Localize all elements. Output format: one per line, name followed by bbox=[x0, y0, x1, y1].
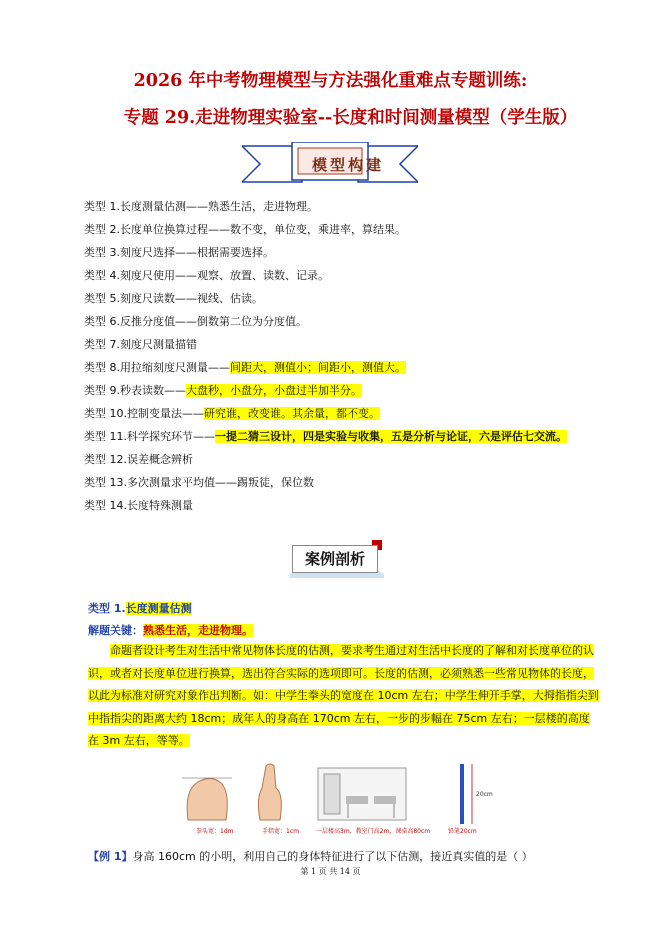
type1-heading-prefix: 类型 1. bbox=[88, 602, 126, 615]
explanation-text: 命题者设计考生对生活中常见物体长度的估测，要求考生通过对生活中长度的了解和对长度单位的认识，或者对长度单位进行换算，选出符合实际的选项即可。长度的估测，必须熟悉一些常见物体的长度，以此为标准对研究对象作出判断。如：中学生拳头的宽度在 10cm 左右；中学生伸开手掌，大拇指指尖到中指指尖的距离大约 18cm；成年人的身高在 170cm 左右，一步的步幅在 75cm 左右；一层楼的高度在 3m 左右，等等。 bbox=[88, 644, 599, 747]
finger-icon bbox=[258, 764, 281, 820]
type-item: 类型 4.刻度尺使用——观察、放置、读数、记录。 bbox=[84, 269, 329, 282]
classroom-icon bbox=[318, 768, 406, 820]
type-item: 类型 14.长度特殊测量 bbox=[84, 499, 193, 512]
type-highlight: 研究谁，改变谁。其余量，都不变。 bbox=[204, 407, 380, 420]
figure-caption: 一层楼高3m，教室门高2m，课桌高80cm bbox=[316, 828, 431, 835]
figure-caption: 拳头宽：1dm bbox=[196, 828, 234, 835]
type-item bbox=[84, 425, 567, 448]
type-highlight: 大盘秒，小盘分，小盘过半加半分。 bbox=[186, 384, 362, 397]
type-highlight: 一提二猜三设计，四是实验与收集，五是分析与论证，六是评估七交流。 bbox=[215, 430, 567, 443]
type-prefix: 类型 8.用拉缩刻度尺测量—— bbox=[84, 361, 230, 374]
type-item: 类型 6.反推分度值——倒数第二位为分度值。 bbox=[84, 315, 307, 328]
figure-caption: 铅笔20cm bbox=[448, 828, 477, 835]
type-highlight: 间距大，测值小；间距小，测值大。 bbox=[230, 361, 406, 374]
key-label: 解题关键： bbox=[88, 624, 143, 637]
type-prefix: 类型 10.控制变量法—— bbox=[84, 407, 204, 420]
type-item: 类型 3.刻度尺选择——根据需要选择。 bbox=[84, 246, 274, 259]
type-item: 类型 12.误差概念辨析 bbox=[84, 453, 193, 466]
key-point bbox=[88, 622, 253, 638]
example-question bbox=[88, 848, 533, 864]
type-prefix: 类型 9.秒表读数—— bbox=[84, 384, 186, 397]
type-item: 类型 7.刻度尺测量描错 bbox=[84, 338, 197, 351]
type-item: 类型 1.长度测量估测——熟悉生活，走进物理。 bbox=[84, 200, 318, 213]
type-item bbox=[84, 402, 567, 425]
explanation-paragraph bbox=[88, 640, 600, 753]
pencil-ruler-icon bbox=[460, 764, 493, 824]
type-item: 类型 2.长度单位换算过程——数不变，单位变，乘进率，算结果。 bbox=[84, 223, 406, 236]
ruler-label: 20cm bbox=[476, 791, 493, 798]
section-banner-label: 模型构建 bbox=[311, 156, 384, 174]
figure-caption: 手指宽：1cm bbox=[262, 828, 299, 835]
type-list bbox=[84, 195, 567, 517]
fist-icon bbox=[182, 778, 232, 820]
case-banner-label: 案例剖析 bbox=[292, 545, 378, 573]
type-item: 类型 5.刻度尺读数——视线、估读。 bbox=[84, 292, 263, 305]
example-text: 身高 160cm 的小明，利用自己的身体特征进行了以下估测，接近真实值的是（ ） bbox=[132, 850, 533, 863]
type-prefix: 类型 11.科学探究环节—— bbox=[84, 430, 215, 443]
key-value: 熟悉生活，走进物理。 bbox=[143, 624, 253, 637]
doc-title-line1: 2026 年中考物理模型与方法强化重难点专题训练: bbox=[133, 71, 528, 91]
type1-heading bbox=[88, 600, 192, 616]
type-item: 类型 13.多次测量求平均值——踢叛徒，保位数 bbox=[84, 476, 314, 489]
type1-heading-text: 长度测量估测 bbox=[125, 602, 192, 615]
page-footer: 第 1 页 共 14 页 bbox=[300, 867, 361, 876]
example-tag: 【例 1】 bbox=[88, 850, 133, 863]
type-item bbox=[84, 356, 567, 379]
doc-title-line2: 专题 29.走进物理实验室--长度和时间测量模型（学生版） bbox=[123, 108, 578, 128]
type-item bbox=[84, 379, 567, 402]
